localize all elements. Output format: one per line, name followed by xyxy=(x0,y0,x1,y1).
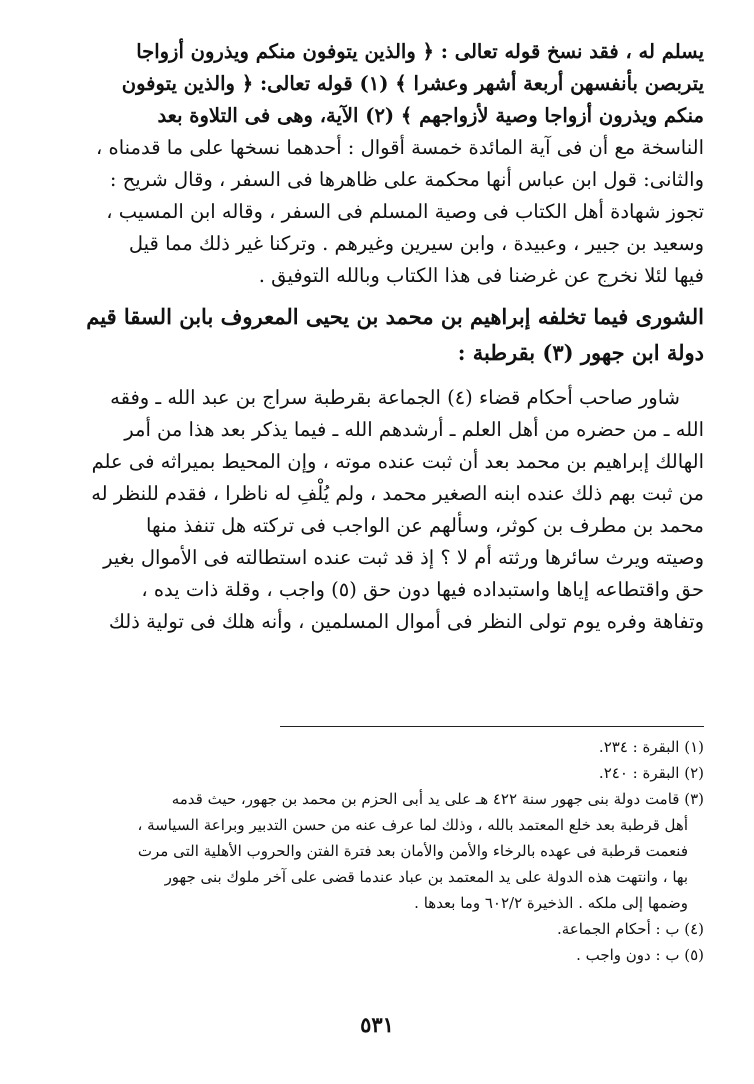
text-line: يتربصن بأنفسهن أربعة أشهر وعشرا ﴾ (١) قوله تعالى: ﴿ والذين يتوفون xyxy=(121,72,704,95)
text-line: من ثبت بهم ذلك عنده ابنه الصغير محمد ، ولم يُلْفِ له ناظرا ، فقدم للنظر له xyxy=(91,482,704,505)
text-line: الله ـ من حضره من أهل العلم ـ أرشدهم الله ـ فيما يذكر بعد هذا من أمر xyxy=(124,418,704,441)
footnote-rule xyxy=(280,726,704,727)
section-heading: دولة ابن جهور (٣) بقرطبة : xyxy=(457,340,704,365)
footnote-continuation: بها ، وانتهت هذه الدولة على يد المعتمد بن عباد عندما قضى على آخر ملوك بنى جهور xyxy=(164,868,688,886)
text-line: منكم ويذرون أزواجا وصية لأزواجهم ﴾ (٢) الآية، وهى فى التلاوة بعد xyxy=(157,104,704,127)
footnote-continuation: وضمها إلى ملكه . الذخيرة ٦٠٢/٢ وما بعدها . xyxy=(414,894,688,912)
text-line: تجوز شهادة أهل الكتاب فى وصية المسلم فى السفر ، وقاله ابن المسيب ، xyxy=(106,200,704,223)
footnote-continuation: أهل قرطبة بعد خلع المعتمد بالله ، وذلك لما عرف عنه من حسن التدبير وبراعة السياسة ، xyxy=(137,816,688,834)
footnote: (١) البقرة : ٢٣٤. xyxy=(598,738,704,756)
text-line: وصيته ويرث سائرها ورثته أم لا ؟ إذ قد ثبت عنده استطالته فى الأموال بغير xyxy=(103,546,704,569)
text-line: وسعيد بن جبير ، وعبيدة ، وابن سيرين وغيرهم . وتركنا غير ذلك مما قيل xyxy=(128,232,704,255)
footnote: (٣) قامت دولة بنى جهور سنة ٤٢٢ هـ على يد أبى الحزم بن محمد بن جهور، حيث قدمه xyxy=(171,790,704,808)
text-line: الناسخة مع أن فى آية المائدة خمسة أقوال : أحدهما نسخها على ما قدمناه ، xyxy=(96,136,704,159)
text-line: الهالك إبراهيم بن محمد بعد أن ثبت عنده موته ، وإن المحيط بميراثه فى علم xyxy=(91,450,704,473)
footnote: (٥) ب : دون واجب . xyxy=(576,946,704,964)
footnote: (٤) ب : أحكام الجماعة. xyxy=(556,920,704,938)
footnote-continuation: فنعمت قرطبة فى عهده بالرخاء والأمن والأمان بعد فترة الفتن والحروب الأهلية التى مرت xyxy=(137,842,688,860)
footnote: (٢) البقرة : ٢٤٠. xyxy=(598,764,704,782)
text-line: شاور صاحب أحكام قضاء (٤) الجماعة بقرطبة سراج بن عبد الله ـ وفقه xyxy=(110,386,680,409)
text-line: والثانى: قول ابن عباس أنها محكمة على ظاهرها فى السفر ، وقال شريح : xyxy=(109,168,704,191)
text-line: محمد بن مطرف بن كوثر، وسألهم عن الواجب فى تركته هل تنفذ منها xyxy=(146,514,704,537)
page-number: ٥٣١ xyxy=(360,1012,394,1037)
section-heading: الشورى فيما تخلفه إبراهيم بن محمد بن يحيى المعروف بابن السقا قيم xyxy=(86,304,704,329)
text-line: حق واقتطاعه إياها واستبداده فيها دون حق (٥) واجب ، وقلة ذات يده ، xyxy=(141,578,704,601)
text-line: يسلم له ، فقد نسخ قوله تعالى : ﴿ والذين يتوفون منكم ويذرون أزواجا xyxy=(136,40,704,63)
text-line: وتفاهة وفره يوم تولى النظر فى أموال المسلمين ، وأنه هلك فى تولية ذلك xyxy=(108,610,704,633)
text-line: فيها لئلا نخرج عن غرضنا فى هذا الكتاب وبالله التوفيق . xyxy=(258,264,704,287)
